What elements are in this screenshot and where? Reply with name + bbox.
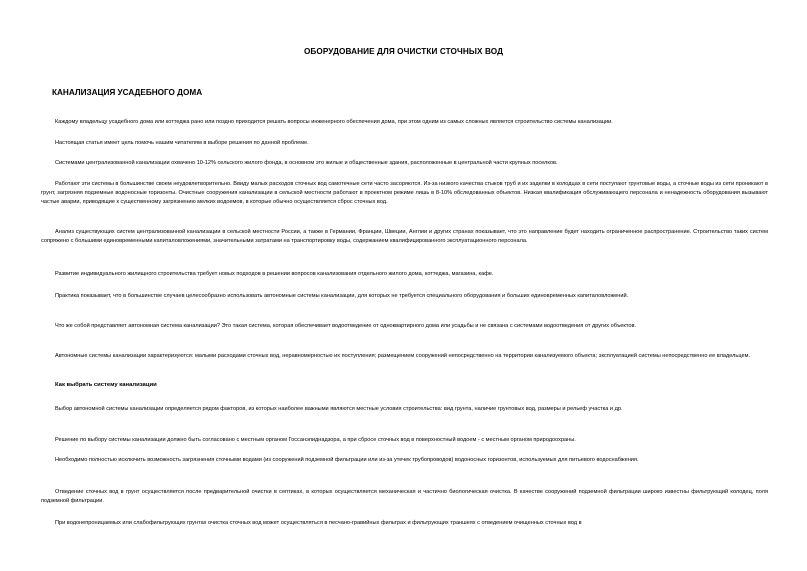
paragraph: Что же собой представляет автономная система канализации? Это такая система, которая обеспечивает водоотведение от одноквартирного дома или усадьбы и не связана с системами водоотведения от других объектов. bbox=[55, 323, 636, 329]
paragraph: Анализ существующих систем централизованной канализации в сельской местности России, а также в Германии, Франции, Швеции, Англии и других странах показывает, что это направление будет находить ограниченное распространение. Строительство таких систем сопряжено с большими единовременными капиталовложениями, значительными затратами на транспортировку воды, содержанием квалифицированного эксплуатационного персонала. bbox=[41, 229, 768, 244]
paragraph: Решение по выбору системы канализации должно быть согласовано с местным органом Госсанэпиднадзора, а при сбросе сточных вод в поверхностный водоем - с местным органом природоохраны. bbox=[55, 437, 576, 443]
section-title: КАНАЛИЗАЦИЯ УСАДЕБНОГО ДОМА bbox=[52, 88, 203, 97]
document-title: ОБОРУДОВАНИЕ ДЛЯ ОЧИСТКИ СТОЧНЫХ ВОД bbox=[303, 47, 504, 56]
paragraph: Настоящая статья имеет цель помочь нашим читателям в выборе решения по данной проблеме. bbox=[55, 140, 309, 146]
paragraph: Выбор автономной системы канализации определяется рядом факторов, из которых наиболее важными являются местные условия строительства: вид грунта, наличие грунтовых вод, размеры и рельеф участка и др. bbox=[55, 406, 623, 412]
paragraph: Каждому владельцу усадебного дома или коттеджа рано или поздно приходится решать вопросы инженерного обеспечения дома, при этом одним из самых сложных является строительство системы канализации. bbox=[55, 119, 613, 125]
paragraph: Практика показывает, что в большинстве случаев целесообразно использовать автономные системы канализации, для которых не требуется специального оборудования и больших единовременных капиталовложений. bbox=[55, 293, 629, 299]
paragraph: Отведение сточных вод в грунт осуществляется после предварительной очистки в септиках, в которых осуществляется механическая и частично биологическая очистка. В качестве сооружений подземной фильтрации широко известны фильтрующий колодец, поля подземной фильтрации. bbox=[41, 489, 768, 504]
paragraph: Работают эти системы в большинстве своем неудовлетворительно. Ввиду малых расходов сточных вод самотечные сети часто засоряются. Из-за низкого качества стыков труб и их заделки в колодцах в сети поступают грунтовые воды, а сточные воды из сети проникают в грунт, загрязняя подземные водоносные горизонты. Очистные сооружения канализации в сельской местности работают в проектном режиме лишь в 8-10% обследованных объектов. Низкая квалификация обслуживающего персонала и ненадежность оборудования вызывают частые аварии, приводящие к существенному загрязнению мелких водоемов, в которые обычно осуществляется сброс сточных вод. bbox=[41, 181, 768, 205]
paragraph: При водонепроницаемых или слабофильтрующих грунтах очистка сточных вод может осуществляться в песчано-гравийных фильтрах и фильтрующих траншеях с отведением очищенных сточных вод в bbox=[55, 520, 582, 526]
paragraph: Автономные системы канализации характеризуются: малыми расходами сточных вод, неравномерностью их поступления; размещением сооружений непосредственно на территории канализуемого объекта; эксплуатацией системы непосредственно ее владельцем. bbox=[55, 353, 751, 359]
paragraph: Необходимо полностью исключить возможность загрязнения сточными водами (из сооружений подземной фильтрации или из-за утечек трубопроводов) водоносных горизонтов, используемых для питьевого водоснабжения. bbox=[55, 457, 639, 463]
paragraph: Развитие индивидуального жилищного строительства требует новых подходов в решении вопросов канализования отдельного жилого дома, коттеджа, магазина, кафе. bbox=[55, 271, 494, 277]
paragraph: Системами централизованной канализации охвачено 10-12% сельского жилого фонда, в основном это жилые и общественные здания, расположенные в центральной части крупных поселков. bbox=[55, 160, 558, 166]
subheading: Как выбрать систему канализации bbox=[55, 382, 157, 388]
